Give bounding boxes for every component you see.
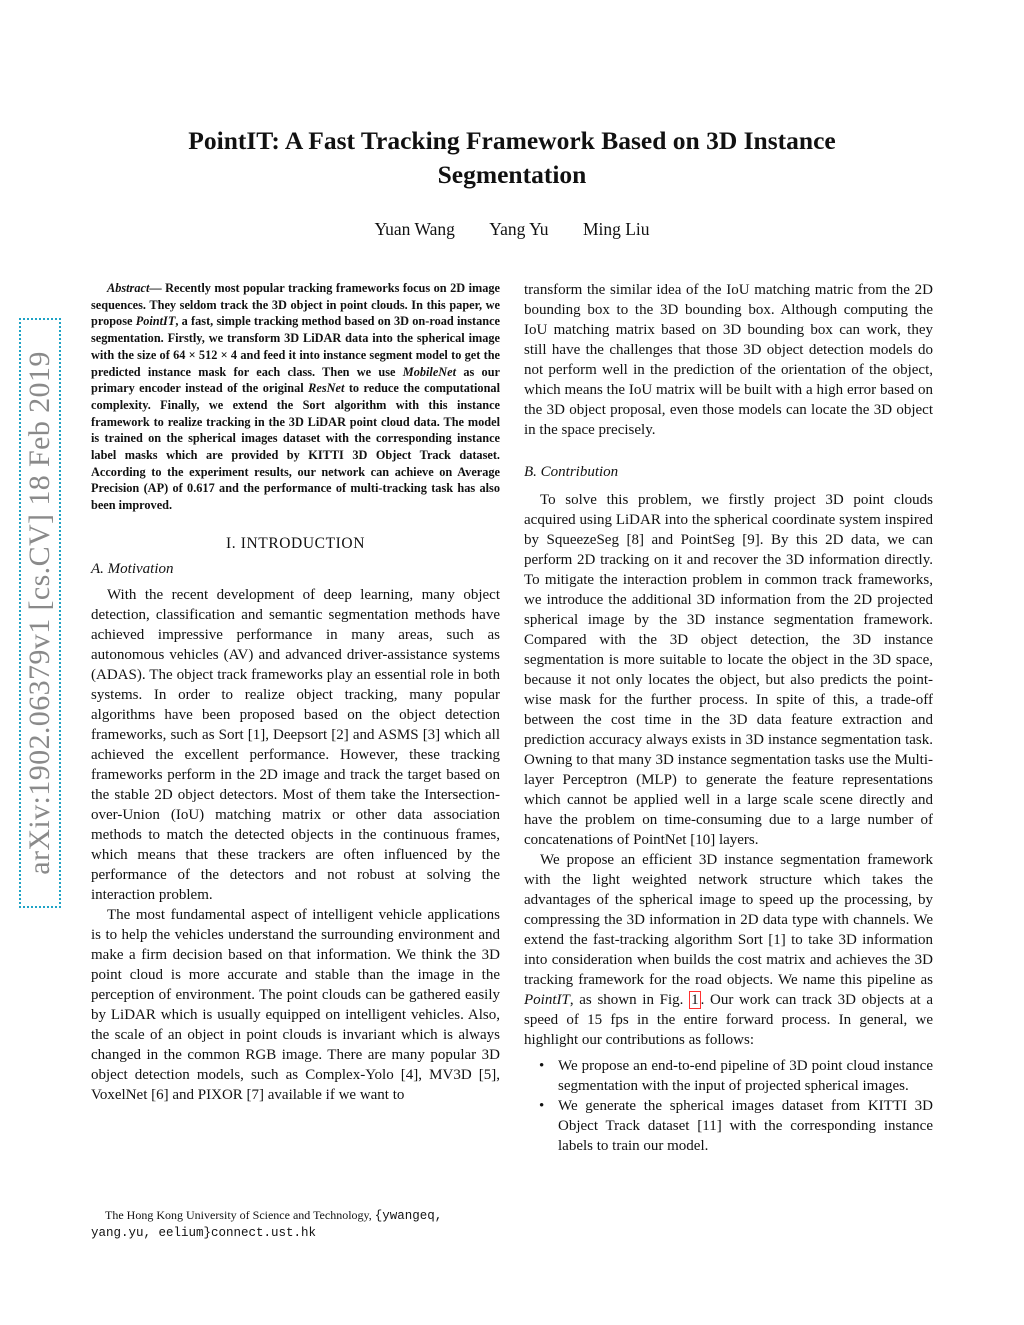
subsection-heading: A. Motivation — [91, 560, 174, 577]
body-paragraph: With the recent development of deep learning, many object detection, classification and semantic segmentation methods have achieved impressive performance in many areas, such as autonomous vehicles (AV) and advanced driver-assistance systems (ADAS). The object track frameworks play an essential role in both systems. In order to realize object tracking, many popular algorithms have been proposed based on the object detection frameworks, such as Sort [1], Deepsort [2] and ASMS [3] which all achieved the excellent performance. However, these tracking frameworks perform in the 2D image and track the target based on the stable 2D object detectors. Most of them take the Intersection-over-Union (IoU) matching matrix or other data association methods to match the detected objects in the continuous frames, which means that these trackers are often influenced by the performance of the detectors and not robust at solving the interaction problem. — [91, 586, 500, 903]
abstract — [91, 280, 500, 514]
email-link[interactable]: yang.yu, eelium}connect.ust.hk — [91, 1226, 317, 1240]
abstract-term: MobileNet — [402, 364, 457, 379]
figure-link[interactable]: 1 — [691, 992, 699, 1008]
paragraph-term: PointIT — [524, 992, 570, 1008]
author-list — [112, 219, 912, 240]
paragraph-text: , as shown in Fig. — [569, 992, 690, 1008]
affiliation-footnote — [91, 1207, 500, 1241]
list-item: • We generate the spherical images dataset from KITTI 3D Object Track dataset [11] with the corresponding instance labels to train our model. — [558, 1096, 933, 1156]
author-name: Yuan Wang — [374, 219, 455, 239]
body-paragraph: transform the similar idea of the IoU matching matric from the 2D bounding box to the 3D bounding box. Although computing the IoU matching matrix based on 3D bounding box can work, they still have the challenges that those 3D object detection models do not perform well in the prediction of the orientation of the object, which means the IoU matrix will be built with a high error based on the 3D object proposal, even those models can locate the 3D object in the space precisely. — [524, 282, 933, 438]
subsection-heading: B. Contribution — [524, 464, 619, 480]
left-column — [91, 280, 500, 1105]
abstract-text: , a fast, simple tracking method based on 3D on-road instance segmentation. Firstly, we transform 3D LiDAR data into the spherical image with the size of 64 × 512 × 4 and feed it into instance segment model to get the predicted instance mask for each class. Then we use — [91, 314, 500, 379]
paper-title — [112, 124, 912, 192]
abstract-term: PointIT — [135, 314, 176, 329]
arxiv-stamp-text: arXiv:1902.06379v1 [cs.CV] 18 Feb 2019 — [23, 351, 56, 875]
title-line-1: PointIT: A Fast Tracking Framework Based on 3D Instance — [188, 126, 836, 155]
footnote-text: The Hong Kong University of Science and Technology, — [105, 1208, 375, 1222]
author-name: Yang Yu — [489, 219, 549, 239]
list-item: • We propose an end-to-end pipeline of 3D point cloud instance segmentation with the input of projected spherical images. — [558, 1056, 933, 1096]
abstract-text: to reduce the computational complexity. Finally, we extend the Sort algorithm with this instance framework to realize tracking in the 3D LiDAR point cloud data. The model is trained on the spherical images dataset with the corresponding instance label masks which are provided by KITTI 3D Object Track dataset. According to the experiment results, our network can achieve on Average Precision (AP) of 0.617 and the performance of multi-tracking task has also been improved. — [91, 381, 500, 513]
abstract-text: — Recently most popular tracking frameworks focus on 2D image sequences. They seldom track the 3D object in point clouds. In this paper, we propose — [91, 281, 500, 329]
abstract-text: as our primary encoder instead of the original — [91, 364, 500, 396]
body-paragraph: The most fundamental aspect of intelligent vehicle applications is to help the vehicles understand the surrounding environment and make a firm decision based on that information. We think the 3D point cloud is more accurate and stable than the image in the perception of environment. The point clouds can be gathered easily by LiDAR which is usually equipped on intelligent vehicles. Also, the scale of an object in point clouds is invariant which is always changed in the common RGB image. There are many popular 3D object detection models, such as Complex-Yolo [4], MV3D [5], VoxelNet [6] and PIXOR [7] available if we want to — [91, 906, 500, 1103]
paragraph-text: We propose an efficient 3D instance segmentation framework with the light weighted network structure which takes the advantages of the spherical image to speed up the processing, by compressing the 3D information in 2D data type with channels. We extend the fast-tracking algorithm Sort [1] to take 3D information into consideration when builds the cost matrix and achieves the 3D tracking framework for the road objects. We name this pipeline as — [524, 852, 933, 988]
arxiv-stamp — [19, 318, 61, 908]
abstract-label: Abstract — [107, 281, 150, 295]
body-paragraph: To solve this problem, we firstly project 3D point clouds acquired using LiDAR into the spherical coordinate system inspired by SqueezeSeg [8] and PointSeg [9]. By this 2D data, we can perform 2D tracking on it and recover the 3D information directly. To mitigate the interaction problem in common track frameworks, we introduce the additional 3D information from the 2D projected spherical image by the 3D instance segmentation framework. Compared with the 3D object detection, the 3D instance segmentation is more suitable to locate the object in the 3D space, because it not only locates the object, but also predicts the point-wise mask for the further process. In spite of this, a trade-off between the cost time in the 3D data feature extraction and prediction accuracy always exists in 3D instance segmentation task. Owning to that many 3D instance segmentation tasks use the Multi-layer Perceptron (MLP) to generate the feature representations which cannot be applied well in a large scale scene directly and have the problem on time-consuming due to a large number of concatenations of PointNet [10] layers. — [524, 492, 933, 848]
paragraph-text: . Our work can track 3D objects at a speed of 15 fps in the entire forward process. In general, we highlight our contributions as follows: — [524, 992, 933, 1048]
author-name: Ming Liu — [582, 219, 650, 239]
section-heading: I. INTRODUCTION — [225, 534, 365, 552]
contribution-list — [524, 1056, 933, 1156]
body-paragraph — [524, 850, 933, 1050]
email-link[interactable]: {ywangeq, — [374, 1209, 443, 1223]
right-column — [524, 280, 933, 1156]
title-line-2: Segmentation — [437, 160, 587, 189]
abstract-term: ResNet — [308, 381, 345, 396]
